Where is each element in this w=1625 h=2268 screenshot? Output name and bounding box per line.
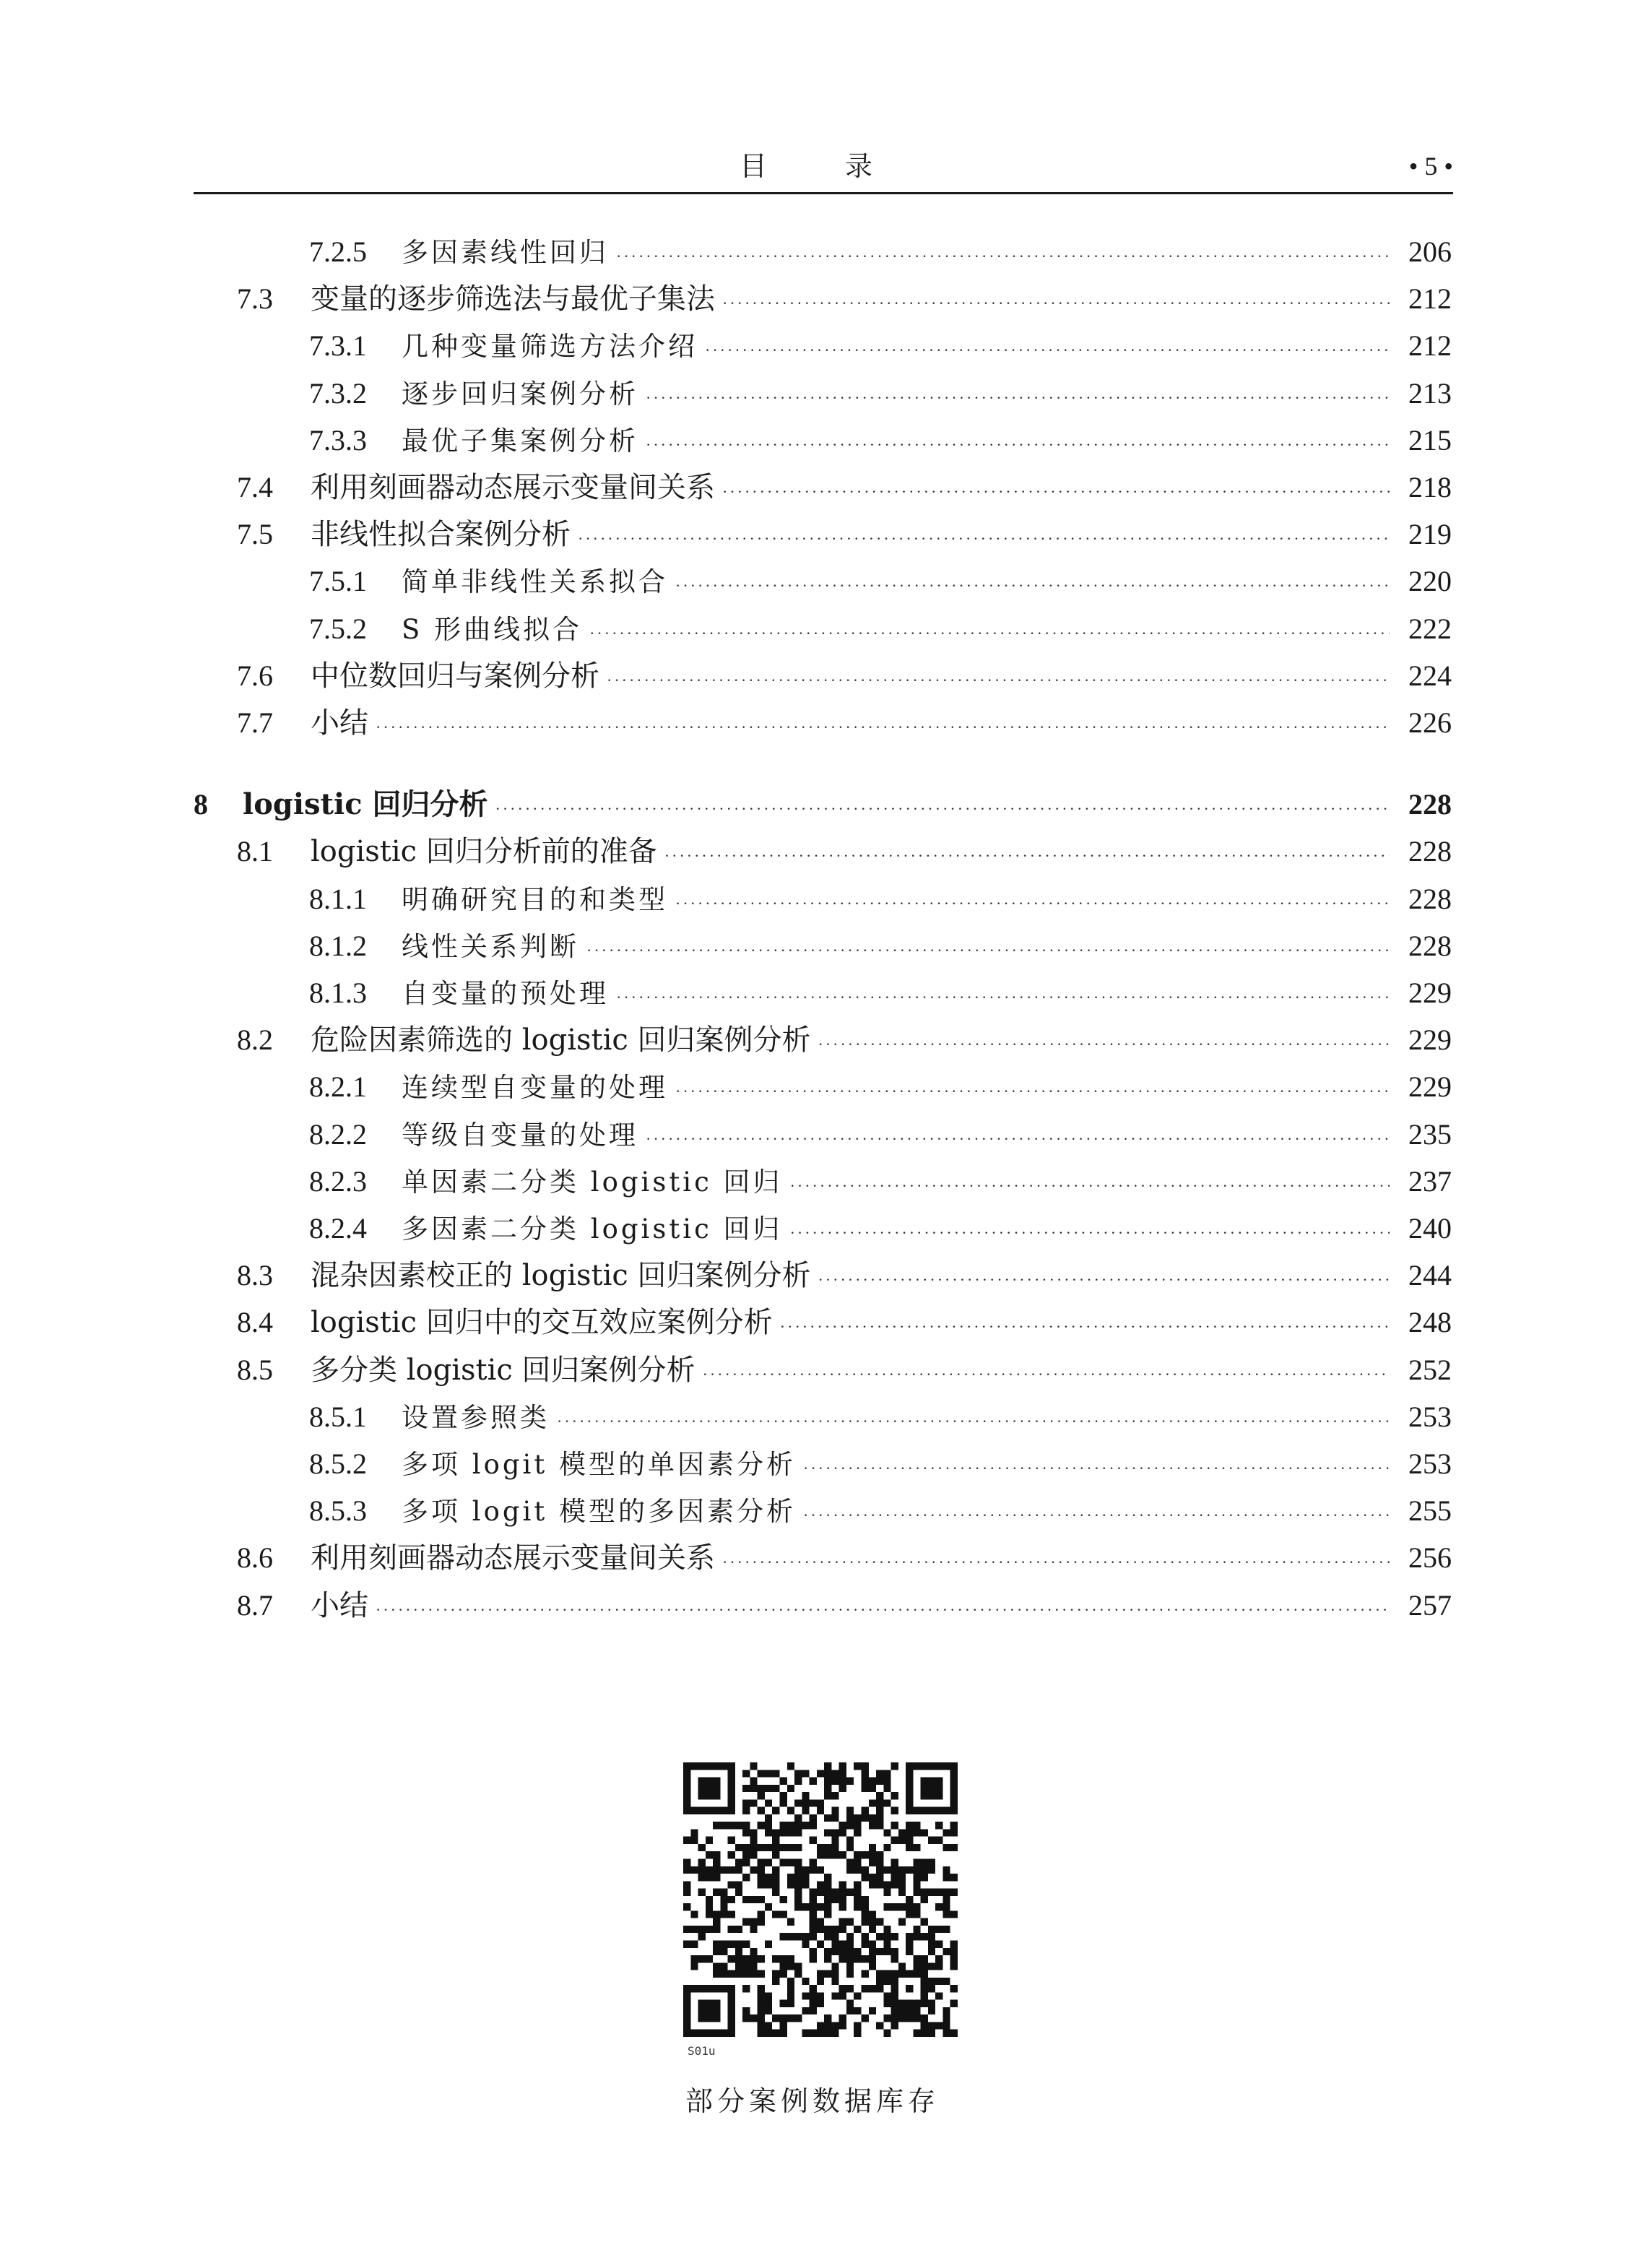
toc-entry-title: 变量的逐步筛选法与最优子集法 bbox=[311, 282, 715, 316]
header-rule bbox=[194, 192, 1453, 194]
toc-entry-title: 小结 bbox=[311, 706, 368, 740]
toc-entry-page: 228 bbox=[1408, 882, 1452, 915]
toc-entry-number: 8.5.3 bbox=[309, 1494, 367, 1528]
toc-entry-number: 8.6 bbox=[237, 1541, 273, 1575]
toc-entry-row bbox=[402, 971, 1452, 1016]
toc-entry-page: 229 bbox=[1408, 1070, 1452, 1104]
toc-entry bbox=[0, 1348, 1625, 1393]
toc-entry-number: 8.2 bbox=[237, 1023, 273, 1057]
toc-entry-title: 混杂因素校正的 logistic 回归案例分析 bbox=[311, 1259, 811, 1293]
toc-entry-title: logistic 回归分析 bbox=[243, 787, 488, 822]
toc-entry-number: 8.1.1 bbox=[309, 882, 367, 915]
toc-entry-title: 中位数回归与案例分析 bbox=[311, 659, 599, 693]
toc-entry bbox=[0, 1206, 1625, 1251]
toc-entry-row bbox=[402, 1489, 1452, 1533]
toc-entry-row bbox=[311, 512, 1452, 557]
qr-code bbox=[683, 1762, 958, 2037]
toc-entry bbox=[0, 465, 1625, 510]
toc-entry-page: 218 bbox=[1408, 471, 1452, 503]
toc-dot-leader bbox=[376, 705, 1390, 750]
toc-dot-leader bbox=[722, 281, 1390, 326]
toc-entry-number: 7.3.1 bbox=[309, 329, 367, 363]
qr-caption: 部分案例数据库存 bbox=[685, 2085, 940, 2117]
toc-dot-leader bbox=[616, 234, 1390, 279]
toc-dot-leader bbox=[646, 1117, 1390, 1161]
toc-entry-title: logistic 回归分析前的准备 bbox=[311, 835, 657, 869]
toc-entry-title: 逐步回归案例分析 bbox=[402, 378, 638, 410]
toc-entry bbox=[0, 1442, 1625, 1486]
toc-entry-page: 256 bbox=[1408, 1541, 1452, 1575]
toc-dot-leader bbox=[589, 611, 1390, 656]
toc-entry-page: 206 bbox=[1408, 235, 1452, 268]
toc-entry-page: 213 bbox=[1408, 376, 1452, 410]
toc-entry-row bbox=[402, 418, 1452, 463]
toc-entry-page: 212 bbox=[1408, 329, 1452, 363]
toc-entry-page: 228 bbox=[1408, 929, 1452, 962]
toc-dot-leader bbox=[803, 1493, 1390, 1538]
toc-entry-title: 危险因素筛选的 logistic 回归案例分析 bbox=[311, 1023, 811, 1057]
toc-entry-number: 8.7 bbox=[237, 1588, 273, 1622]
toc-entry-title: 多因素线性回归 bbox=[402, 237, 609, 268]
toc-entry-title: 设置参照类 bbox=[402, 1401, 550, 1433]
toc-entry-row bbox=[402, 607, 1452, 652]
toc-entry-number: 8.1.2 bbox=[309, 929, 367, 962]
toc-entry-title: 明确研究目的和类型 bbox=[402, 883, 668, 915]
toc-entry-title: 利用刻画器动态展示变量间关系 bbox=[311, 1541, 715, 1575]
toc-entry-row bbox=[402, 230, 1452, 274]
toc-entry-page: 235 bbox=[1408, 1117, 1452, 1151]
toc-dot-leader bbox=[722, 469, 1390, 514]
toc-entry-number: 8.2.3 bbox=[309, 1164, 367, 1198]
toc-entry-title: 几种变量筛选方法介绍 bbox=[402, 331, 698, 363]
toc-entry bbox=[0, 512, 1625, 557]
toc-entry-title: 小结 bbox=[311, 1588, 368, 1622]
toc-entry-row bbox=[402, 371, 1452, 416]
header-title: 目 录 bbox=[739, 150, 908, 182]
toc-entry-number: 8.2.2 bbox=[309, 1117, 367, 1151]
toc-entry bbox=[0, 1065, 1625, 1109]
toc-entry bbox=[0, 701, 1625, 745]
toc-entry bbox=[0, 1253, 1625, 1298]
toc-dot-leader bbox=[607, 658, 1390, 703]
toc-entry bbox=[0, 607, 1625, 652]
toc-entry-page: 229 bbox=[1408, 1023, 1452, 1057]
toc-entry-title: logistic 回归中的交互效应案例分析 bbox=[311, 1306, 773, 1340]
toc-entry-number: 7.4 bbox=[237, 471, 273, 503]
toc-entry-page: 237 bbox=[1408, 1164, 1452, 1198]
toc-entry bbox=[0, 418, 1625, 463]
toc-entry-title: 连续型自变量的处理 bbox=[402, 1072, 668, 1104]
toc-entry-row bbox=[311, 1300, 1452, 1345]
toc-entry-row bbox=[311, 1018, 1452, 1062]
toc-entry-page: 220 bbox=[1408, 565, 1452, 598]
toc-entry bbox=[0, 1018, 1625, 1062]
toc-entry-page: 255 bbox=[1408, 1494, 1452, 1528]
toc-entry-title: 非线性拟合案例分析 bbox=[311, 518, 571, 552]
toc-dot-leader bbox=[616, 975, 1390, 1020]
toc-entry-number: 7.2.5 bbox=[309, 235, 367, 268]
toc-entry-page: 244 bbox=[1408, 1259, 1452, 1292]
toc-dot-leader bbox=[818, 1022, 1390, 1067]
toc-entry-page: 252 bbox=[1408, 1353, 1452, 1386]
toc-entry-row bbox=[402, 924, 1452, 969]
toc-entry-row bbox=[311, 1536, 1452, 1580]
toc-entry-row bbox=[311, 1583, 1452, 1628]
toc-entry-row bbox=[402, 324, 1452, 368]
toc-entry-number: 7.5.1 bbox=[309, 565, 367, 598]
toc-entry-page: 253 bbox=[1408, 1400, 1452, 1433]
toc-entry-number: 7.3 bbox=[237, 282, 273, 316]
toc-entry-page: 224 bbox=[1408, 659, 1452, 692]
toc-dot-leader bbox=[705, 328, 1390, 373]
toc-entry-page: 228 bbox=[1408, 835, 1452, 868]
qr-code-label: S01u bbox=[688, 2044, 716, 2058]
toc-entry bbox=[0, 1536, 1625, 1580]
toc-entry-title: 多项 logit 模型的多因素分析 bbox=[402, 1496, 797, 1528]
toc-entry bbox=[0, 829, 1625, 874]
toc-entry-number: 7.3.2 bbox=[309, 376, 367, 410]
toc-entry-number: 7.5.2 bbox=[309, 612, 367, 645]
toc-entry bbox=[0, 324, 1625, 368]
toc-dot-leader bbox=[803, 1446, 1390, 1491]
toc-entry bbox=[0, 971, 1625, 1016]
toc-entry-title: 多分类 logistic 回归案例分析 bbox=[311, 1353, 696, 1387]
toc-entry bbox=[0, 1583, 1625, 1628]
toc-entry-row bbox=[402, 1159, 1452, 1204]
toc-entry-number: 7.6 bbox=[237, 659, 273, 692]
toc-entry bbox=[0, 877, 1625, 922]
toc-entry-page: 240 bbox=[1408, 1212, 1452, 1245]
toc-entry bbox=[0, 559, 1625, 604]
toc-entry bbox=[0, 1159, 1625, 1204]
toc-entry-number: 8.2.1 bbox=[309, 1070, 367, 1104]
toc-entry-number: 7.3.3 bbox=[309, 423, 367, 456]
toc-entry-row bbox=[311, 701, 1452, 745]
toc-entry-row bbox=[311, 277, 1452, 321]
toc-dot-leader bbox=[703, 1352, 1390, 1397]
toc-entry-page: 222 bbox=[1408, 612, 1452, 645]
toc-entry-page: 253 bbox=[1408, 1447, 1452, 1480]
toc-entry-number: 8.5.2 bbox=[309, 1447, 367, 1480]
toc-entry-row bbox=[402, 1112, 1452, 1157]
toc-entry-title: 最优子集案例分析 bbox=[402, 425, 638, 456]
toc-entry bbox=[0, 654, 1625, 698]
toc-dot-leader bbox=[790, 1211, 1390, 1255]
toc-entry-page: 212 bbox=[1408, 282, 1452, 316]
toc-entry bbox=[0, 1112, 1625, 1157]
toc-entry bbox=[0, 277, 1625, 321]
toc-dot-leader bbox=[722, 1540, 1390, 1585]
toc-entry-page: 248 bbox=[1408, 1306, 1452, 1339]
toc-entry-row bbox=[311, 1253, 1452, 1298]
toc-dot-leader bbox=[675, 881, 1390, 926]
toc-entry-number: 8.1 bbox=[237, 835, 273, 868]
toc-dot-leader bbox=[646, 423, 1390, 467]
toc-dot-leader bbox=[376, 1588, 1390, 1632]
toc-entry-page: 215 bbox=[1408, 423, 1452, 456]
toc-dot-leader bbox=[780, 1304, 1390, 1349]
toc-entry-row bbox=[311, 1348, 1452, 1393]
toc-entry-title: 线性关系判断 bbox=[402, 930, 579, 962]
toc-entry-number: 8.5 bbox=[237, 1353, 273, 1386]
toc-entry-row bbox=[402, 1442, 1452, 1486]
toc-entry-page: 229 bbox=[1408, 977, 1452, 1009]
toc-entry-number: 8.5.1 bbox=[309, 1400, 367, 1433]
toc-entry-row bbox=[402, 1395, 1452, 1440]
toc-entry-page: 228 bbox=[1408, 788, 1452, 821]
toc-entry-row bbox=[402, 1206, 1452, 1251]
toc-entry bbox=[0, 924, 1625, 969]
toc-entry-page: 257 bbox=[1408, 1588, 1452, 1622]
toc-entry-number: 7.5 bbox=[237, 518, 273, 551]
toc-entry-title: 自变量的预处理 bbox=[402, 978, 609, 1009]
toc-entry-row bbox=[402, 1065, 1452, 1109]
header-page-number: • 5 • bbox=[1408, 152, 1453, 181]
toc-entry-number: 8.4 bbox=[237, 1306, 273, 1339]
toc-entry-title: 多因素二分类 logistic 回归 bbox=[402, 1213, 783, 1245]
toc-dot-leader bbox=[557, 1399, 1390, 1444]
toc-entry-page: 219 bbox=[1408, 518, 1452, 551]
toc-dot-leader bbox=[790, 1164, 1390, 1208]
toc-entry bbox=[0, 1395, 1625, 1440]
toc-dot-leader bbox=[664, 834, 1390, 878]
toc-entry bbox=[0, 1300, 1625, 1345]
toc-entry bbox=[0, 230, 1625, 274]
toc-entry-number: 8 bbox=[194, 788, 208, 821]
toc-entry-page: 226 bbox=[1408, 706, 1452, 739]
toc-entry bbox=[0, 782, 1625, 827]
toc-entry-number: 7.7 bbox=[237, 706, 273, 739]
toc-dot-leader bbox=[578, 516, 1390, 561]
toc-entry-row bbox=[243, 782, 1452, 827]
qr-code-image bbox=[683, 1762, 958, 2037]
toc-entry-title: S 形曲线拟合 bbox=[402, 613, 583, 645]
toc-entry bbox=[0, 371, 1625, 416]
toc-entry bbox=[0, 1489, 1625, 1533]
toc-entry-title: 单因素二分类 logistic 回归 bbox=[402, 1166, 783, 1198]
toc-entry-title: 利用刻画器动态展示变量间关系 bbox=[311, 471, 715, 504]
toc-entry-number: 8.2.4 bbox=[309, 1212, 367, 1245]
toc-entry-title: 简单非线性关系拟合 bbox=[402, 566, 668, 598]
toc-dot-leader bbox=[586, 928, 1390, 973]
toc-dot-leader bbox=[675, 1069, 1390, 1114]
toc-entry-row bbox=[311, 654, 1452, 698]
toc-entry-title: 多项 logit 模型的单因素分析 bbox=[402, 1449, 797, 1480]
toc-entry-number: 8.1.3 bbox=[309, 977, 367, 1009]
toc-entry-row bbox=[311, 465, 1452, 510]
toc-entry-row bbox=[402, 877, 1452, 922]
toc-dot-leader bbox=[675, 563, 1390, 608]
toc-entry-number: 8.3 bbox=[237, 1259, 273, 1292]
toc-entry-title: 等级自变量的处理 bbox=[402, 1119, 638, 1151]
toc-entry-row bbox=[311, 829, 1452, 874]
toc-entry-row bbox=[402, 559, 1452, 604]
toc-dot-leader bbox=[818, 1258, 1390, 1302]
toc-dot-leader bbox=[495, 787, 1390, 831]
running-header bbox=[194, 144, 1453, 195]
toc-dot-leader bbox=[646, 376, 1390, 420]
